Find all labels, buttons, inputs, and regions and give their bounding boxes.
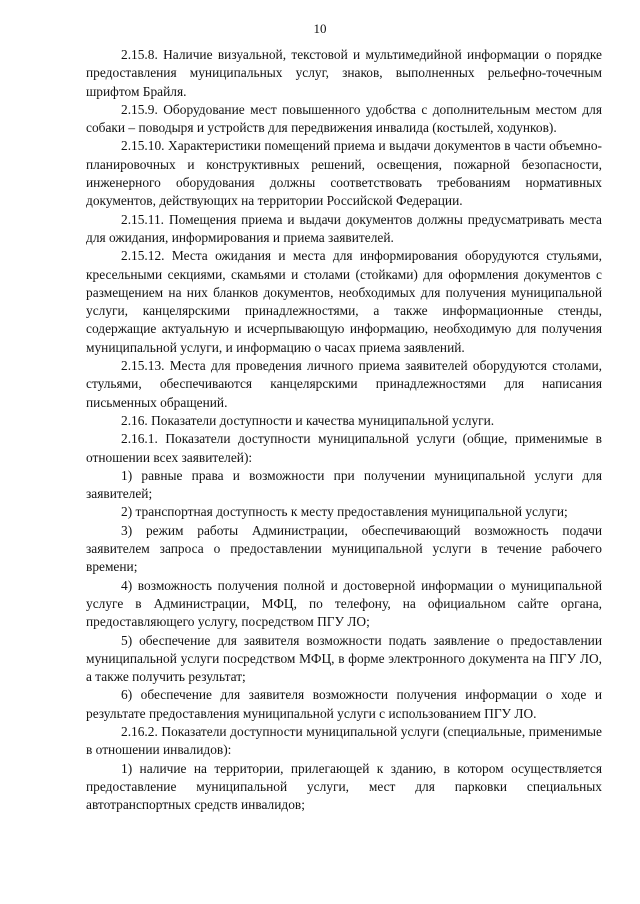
paragraph-2-15-9: 2.15.9. Оборудование мест повышенного удобства с дополнительным местом для собаки – поводыря и устройств для передвижения инвалида (костылей, ходунков). xyxy=(86,101,602,136)
list-item-general-3: 3) режим работы Администрации, обеспечивающий возможность подачи заявителем запроса о предоставлении муниципальной услуги в течение рабочего времени; xyxy=(86,522,602,575)
paragraph-2-15-10: 2.15.10. Характеристики помещений приема и выдачи документов в части объемно-планировочных и конструктивных решений, освещения, пожарной безопасности, инженерного оборудования должны соответствовать требованиям нормативных документов, действующих на территории Российской Федерации. xyxy=(86,138,602,209)
paragraph-2-15-11: 2.15.11. Помещения приема и выдачи документов должны предусматривать места для ожидания, информирования и приема заявителей. xyxy=(86,211,602,245)
list-item-general-1: 1) равные права и возможности при получении муниципальной услуги для заявителей; xyxy=(86,467,602,502)
list-item-general-6: 6) обеспечение для заявителя возможности получения информации о ходе и результате предоставления муниципальной услуги с использованием ПГУ ЛО. xyxy=(86,687,602,721)
paragraph-2-16: 2.16. Показатели доступности и качества муниципальной услуги. xyxy=(121,412,495,428)
list-item-general-2: 2) транспортная доступность к месту предоставления муниципальной услуги; xyxy=(121,504,568,520)
document-body xyxy=(86,46,602,814)
paragraph-2-15-8: 2.15.8. Наличие визуальной, текстовой и мультимедийной информации о порядке предоставления муниципальных услуг, знаков, выполненных рельефно-точечным шрифтом Брайля. xyxy=(86,47,602,99)
paragraph-2-15-13: 2.15.13. Места для проведения личного приема заявителей оборудуются столами, стульями, обеспечиваются канцелярскими принадлежностями для написания письменных обращений. xyxy=(86,358,602,410)
paragraph-2-16-2: 2.16.2. Показатели доступности муниципальной услуги (специальные, применимые в отношении инвалидов): xyxy=(86,723,602,758)
list-item-general-4: 4) возможность получения полной и достоверной информации о муниципальной услуге в Администрации, МФЦ, по телефону, на официальном сайте органа, предоставляющего услугу, посредством ПГУ ЛО; xyxy=(86,577,602,630)
paragraph-2-16-1: 2.16.1. Показатели доступности муниципальной услуги (общие, применимые в отношении всех заявителей): xyxy=(86,431,602,465)
list-item-general-5: 5) обеспечение для заявителя возможности подать заявление о предоставлении муниципальной услуги посредством МФЦ, в форме электронного документа на ПГУ ЛО, а также получить результат; xyxy=(86,632,602,685)
page-number: 10 xyxy=(313,21,327,36)
paragraph-2-15-12: 2.15.12. Места ожидания и места для информирования оборудуются стульями, кресельными секциями, скамьями и столами (стойками) для оформления документов с размещением на них бланков документов, необходимых для получения муниципальной услуги, канцелярскими принадлежностями, а также информационные стенды, содержащие актуальную и исчерпывающую информацию, необходимую для получения муниципальной услуги, и информацию о часах приема заявлений. xyxy=(86,248,602,355)
list-item-special-1: 1) наличие на территории, прилегающей к зданию, в котором осуществляется предоставление муниципальной услуги, мест для парковки специальных автотранспортных средств инвалидов; xyxy=(86,760,602,813)
